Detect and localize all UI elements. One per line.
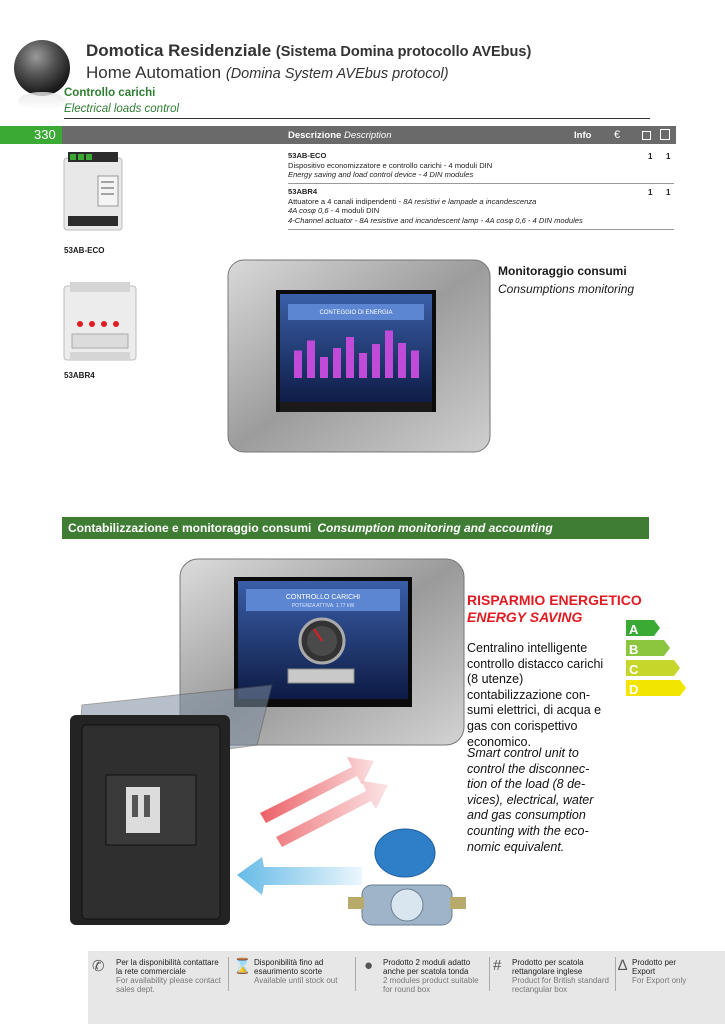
column-description: Descrizione Description (288, 130, 392, 141)
page-title-it: Domotica Residenziale (Sistema Domina protocollo AVEbus) (86, 41, 532, 60)
screen-bar (411, 351, 419, 379)
legend-item: Disponibilità fino ad esaurimento scorte Available until stock out (254, 958, 338, 985)
product-desc-en: Energy saving and load control device - 4 DIN modules (288, 170, 474, 179)
row-divider (288, 229, 674, 230)
body-text-it: Centralino intelligente controllo distacco carichi (8 utenze) contabilizzazione con-sumi elettrici, di acqua e gas con corispettivo economico. (467, 641, 604, 749)
screen-subtitle: POTENZA ATTIVA: 1.77 kW (291, 603, 355, 609)
legend-item: Prodotto per scatola rettangolare inglese Product for British standard rectangular box (512, 958, 609, 994)
screen-bar (320, 357, 328, 378)
product-code: 53AB-ECO (288, 151, 327, 160)
hash-icon: # (493, 957, 502, 974)
legend-separator (615, 957, 616, 991)
screen-bar (294, 351, 302, 379)
brand-logo-sphere (14, 40, 70, 96)
divider (64, 118, 650, 119)
legend-item: Prodotto per Export For Export only (632, 958, 687, 985)
page-number: 330 (34, 127, 56, 142)
product-desc-it: Dispositivo economizzatore e controllo carichi - 4 moduli DIN (288, 160, 493, 170)
checkbox-icon (642, 131, 651, 140)
phone-icon: ✆ (92, 958, 105, 975)
screen-bar (359, 353, 367, 378)
screen-title: CONTEGGIO DI ENERGIA (319, 310, 393, 316)
energy-class-label: A (629, 622, 639, 637)
box-icon (660, 129, 670, 140)
touchscreen-image (226, 258, 492, 458)
screen-bar (372, 344, 380, 378)
qty-cell: 1 (648, 152, 653, 161)
actuator-module-image (62, 280, 138, 364)
row-divider (288, 183, 674, 184)
qty-cell: 1 (666, 152, 671, 161)
energy-class-label: C (629, 662, 639, 677)
screen-bar (307, 341, 315, 379)
legend-item: Per la disponibilità contattare la rete commerciale For availability please contact sales dept. (116, 958, 221, 994)
page-title-en: Home Automation (Domina System AVEbus protocol) (86, 63, 449, 82)
product-label: 53AB-ECO (64, 246, 105, 255)
legend-separator (355, 957, 356, 991)
energy-class-label: B (629, 642, 639, 657)
energy-saving-title-it: RISPARMIO ENERGETICO (467, 592, 642, 608)
monitoring-title-it: Monitoraggio consumi (498, 264, 627, 278)
qty-cell: 1 (666, 188, 671, 197)
column-info: Info (574, 130, 592, 141)
screen-bar (398, 343, 406, 378)
legend-separator (228, 957, 229, 991)
table-row (288, 151, 492, 180)
section-title-it: Controllo carichi (64, 87, 156, 99)
energy-saving-title-en: ENERGY SAVING (467, 609, 583, 625)
legend-item: Prodotto 2 moduli adatto anche per scatola tonda 2 modules product suitable for round box (383, 958, 479, 994)
energy-class-label: D (629, 682, 639, 697)
product-desc-en: 4-Channel actuator - 8A resistive and incandescent lamp - 4A cosφ 0,6 - 4 DIN modules (288, 215, 583, 225)
product-label: 53ABR4 (64, 371, 95, 380)
column-price: € (614, 129, 621, 141)
screen-title: CONTROLLO CARICHI (285, 594, 361, 601)
screen-bar (333, 348, 341, 378)
triangle-icon: ∆ (618, 957, 628, 974)
body-text-en: Smart control unit to control the disconnec-tion of the load (8 de-vices), electrical, water and gas consumption counting with the eco-nomic equivalent. (467, 746, 594, 854)
dot-icon: ● (364, 957, 374, 974)
legend-separator (489, 957, 490, 991)
product-desc-it: Attuatore a 4 canali indipendenti - 8A resistivi e lampade a incandescenza (288, 196, 537, 206)
monitoring-title-en: Consumptions monitoring (498, 282, 635, 296)
product-code: 53ABR4 (288, 187, 318, 196)
logo-reflection (18, 92, 66, 110)
section-bar-title: Contabilizzazione e monitoraggio consumi Consumption monitoring and accounting (68, 521, 553, 535)
screen-bar (385, 331, 393, 379)
hourglass-icon: ⌛ (233, 958, 252, 975)
qty-cell: 1 (648, 188, 653, 197)
din-module-image (62, 150, 124, 236)
table-row: 53ABR4 Attuatore a 4 canali indipendenti - 8A resistivi e lampade a incandescenza 4A cosφ 0,6 - 4 moduli DIN 4-Channel actuator - 8A resistive and incandescent lamp - 4A cosφ 0,6 - 4 DIN modules (288, 187, 583, 225)
energy-class-badge (624, 618, 688, 702)
installation-illustration (62, 555, 472, 945)
screen-bar (346, 337, 354, 378)
section-title-en: Electrical loads control (64, 103, 180, 115)
